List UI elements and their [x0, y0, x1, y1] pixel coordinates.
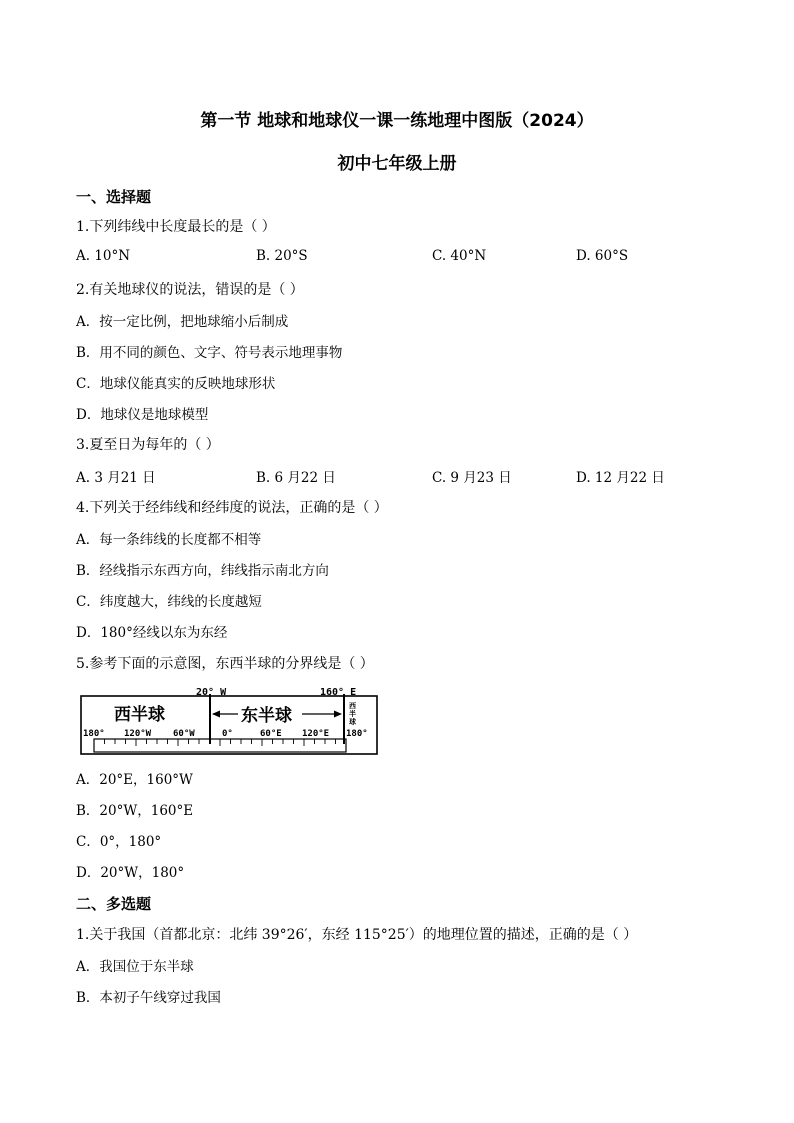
- option-c[interactable]: C. 40°N: [432, 248, 487, 264]
- west-hemisphere-label: 西半球: [114, 705, 165, 725]
- option-c[interactable]: C．0°，180°: [76, 834, 162, 850]
- page-subtitle: 初中七年级上册: [337, 154, 457, 174]
- option-d[interactable]: D．20°W，180°: [76, 865, 185, 881]
- option-b[interactable]: B．本初子午线穿过我国: [76, 990, 221, 1006]
- tick-label: 60°W: [173, 729, 195, 739]
- option-a[interactable]: A. 10°N: [76, 248, 131, 264]
- option-a[interactable]: A．20°E，160°W: [76, 772, 193, 788]
- question-stem: 4.下列关于经纬线和经纬度的说法，正确的是（ ）: [76, 500, 388, 516]
- arrow-right-icon: [334, 711, 342, 718]
- question-stem: 1.下列纬线中长度最长的是（ ）: [76, 219, 276, 235]
- option-a[interactable]: A．我国位于东半球: [76, 959, 194, 975]
- option-b[interactable]: B．经线指示东西方向，纬线指示南北方向: [76, 563, 329, 579]
- option-d[interactable]: D．地球仪是地球模型: [76, 407, 209, 423]
- question-stem: 2.有关地球仪的说法，错误的是（ ）: [76, 282, 304, 298]
- tick-label: 120°E: [302, 729, 330, 739]
- tick-label: 180°: [346, 729, 368, 739]
- option-b[interactable]: B．20°W，160°E: [76, 803, 194, 819]
- tick-label: 180°: [83, 729, 105, 739]
- west-hemisphere-vertical-label: 西 半 球: [349, 702, 356, 726]
- label-20w: 20° W: [196, 687, 227, 698]
- hemisphere-diagram: [80, 684, 378, 756]
- option-c[interactable]: C．地球仪能真实的反映地球形状: [76, 376, 276, 392]
- label-160e: 160° E: [320, 687, 357, 698]
- tick-label: 120°W: [124, 729, 152, 739]
- question-stem: 1.关于我国（首都北京：北纬 39°26′，东经 115°25′）的地理位置的描述，正确的是（ ）: [76, 927, 638, 943]
- arrow-left-icon: [212, 711, 220, 718]
- question-stem: 3.夏至日为每年的（ ）: [76, 437, 220, 453]
- option-b[interactable]: B. 6 月22 日: [256, 470, 336, 486]
- option-d[interactable]: D．180°经线以东为东经: [76, 625, 228, 641]
- scale-ticks: [105, 739, 336, 746]
- option-d[interactable]: D. 12 月22 日: [576, 470, 665, 486]
- section-heading-multi: 二、多选题: [76, 895, 152, 913]
- option-a[interactable]: A．每一条纬线的长度都不相等: [76, 532, 262, 548]
- tick-label: 60°E: [260, 729, 282, 739]
- option-d[interactable]: D. 60°S: [576, 248, 629, 264]
- option-a[interactable]: A．按一定比例，把地球缩小后制成: [76, 314, 289, 330]
- option-a[interactable]: A. 3 月21 日: [76, 470, 156, 486]
- east-hemisphere-label: 东半球: [241, 706, 292, 726]
- section-heading-choice: 一、选择题: [76, 188, 152, 206]
- tick-label: 0°: [222, 729, 233, 739]
- option-c[interactable]: C. 9 月23 日: [432, 470, 512, 486]
- option-b[interactable]: B．用不同的颜色、文字、符号表示地理事物: [76, 345, 343, 361]
- option-c[interactable]: C．纬度越大，纬线的长度越短: [76, 594, 262, 610]
- question-stem: 5.参考下面的示意图，东西半球的分界线是（ ）: [76, 656, 374, 672]
- option-b[interactable]: B. 20°S: [256, 248, 308, 264]
- page-title: 第一节 地球和地球仪一课一练地理中图版（2024）: [200, 111, 594, 131]
